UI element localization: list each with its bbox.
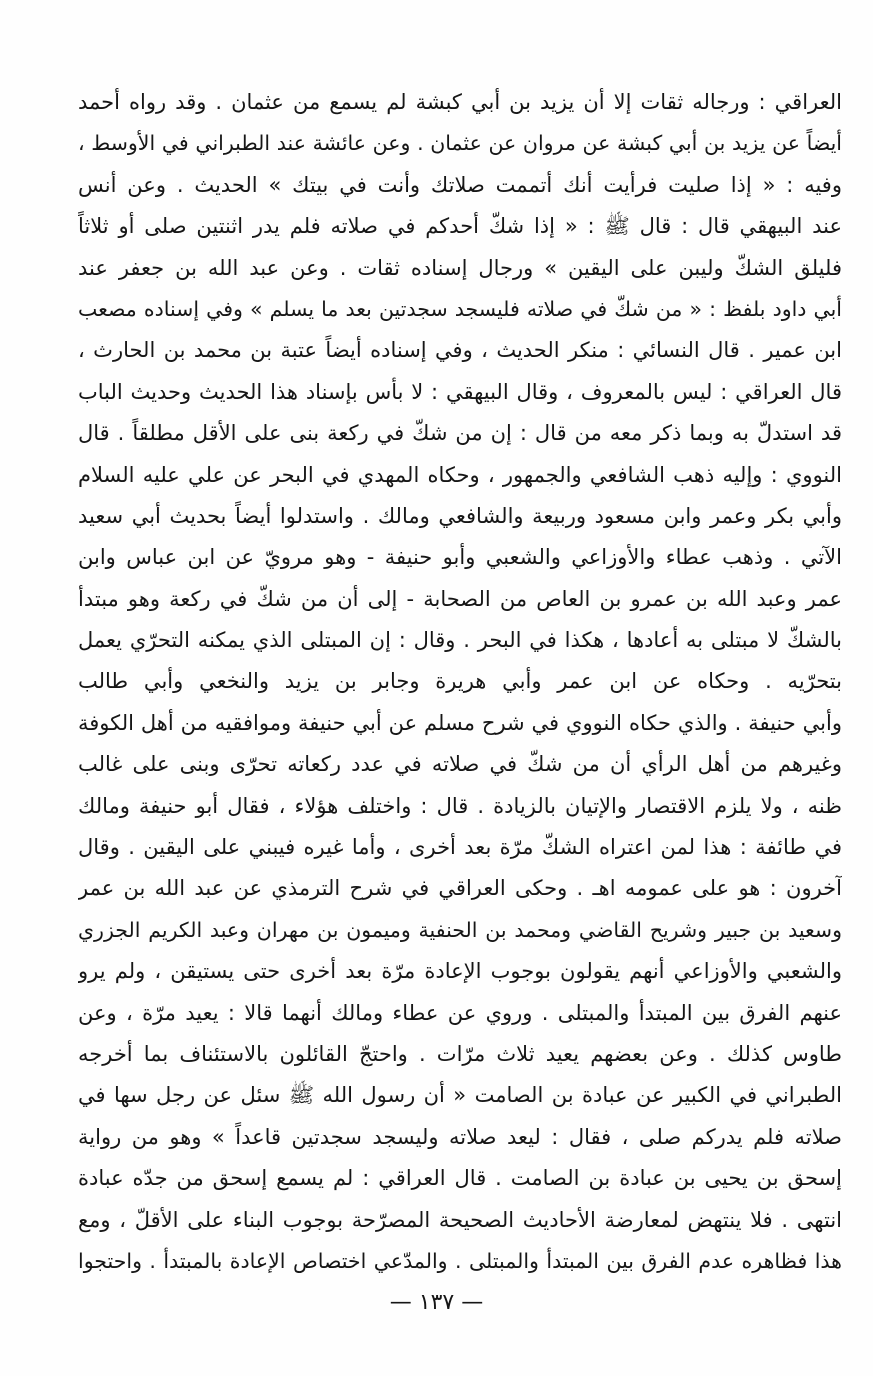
text-line: وأبي حنيفة . والذي حكاه النووي في شرح مسلم عن أبي حنيفة وموافقيه من أهل الكوفة bbox=[78, 710, 842, 735]
text-line: قال العراقي : ليس بالمعروف ، وقال البيهقي : لا بأس بإسناد هذا الحديث وحديث الباب bbox=[78, 379, 842, 404]
text-line: هذا فظاهره عدم الفرق بين المبتدأ والمبتلى . والمدّعي اختصاص الإعادة بالمبتدأ . واحتجوا bbox=[78, 1248, 842, 1273]
text-line: عند البيهقي قال : قال ﷺ : « إذا شكّ أحدكم في صلاته فلم يدر اثنتين صلى أو ثلاثاً bbox=[78, 214, 842, 239]
text-line: العراقي : ورجاله ثقات إلا أن يزيد بن أبي كبشة لم يسمع من عثمان . وقد رواه أحمد bbox=[78, 90, 842, 114]
text-line: عنهم الفرق بين المبتدأ والمبتلى . وروي عن عطاء ومالك أنهما قالا : يعيد مرّة ، وعن bbox=[78, 1000, 842, 1025]
text-line: بتحرّيه . وحكاه عن ابن عمر وأبي هريرة وجابر بن يزيد والنخعي وأبي طالب bbox=[78, 669, 842, 694]
text-line: ابن عمير . قال النسائي : منكر الحديث ، وفي إسناده أيضاً عتبة بن محمد بن الحارث ، bbox=[78, 338, 842, 363]
body-text bbox=[78, 82, 842, 1282]
text-line: آخرون : هو على عمومه اهـ . وحكى العراقي في شرح الترمذي عن عبد الله بن عمر bbox=[78, 876, 842, 901]
text-line: الآتي . وذهب عطاء والأوزاعي والشعبي وأبو حنيفة - وهو مرويّ عن ابن عباس وابن bbox=[78, 545, 842, 570]
text-line: صلاته فلم يدركم صلى ، فقال : ليعد صلاته وليسجد سجدتين قاعداً » وهو من رواية bbox=[78, 1124, 842, 1149]
text-line: وسعيد بن جبير وشريح القاضي ومحمد بن الحنفية وميمون بن مهران وعبد الكريم الجزري bbox=[78, 917, 842, 942]
text-line: فليلق الشكّ وليبن على اليقين » ورجال إسناده ثقات . وعن عبد الله بن جعفر عند bbox=[78, 255, 842, 280]
text-line: الطبراني في الكبير عن عبادة بن الصامت « أن رسول الله ﷺ سئل عن رجل سها في bbox=[78, 1083, 842, 1108]
text-line: بالشكّ لا مبتلى به أعادها ، هكذا في البحر . وقال : إن المبتلى الذي يمكنه التحرّي يعمل bbox=[78, 628, 842, 653]
text-line: انتهى . فلا ينتهض لمعارضة الأحاديث الصحيحة المصرّحة بوجوب البناء على الأقلّ ، ومع bbox=[78, 1207, 842, 1232]
page-number: — ١٣٧ — bbox=[389, 1290, 484, 1315]
text-line: أبي داود بلفظ : « من شكّ في صلاته فليسجد سجدتين بعد ما يسلم » وفي إسناده مصعب bbox=[78, 296, 842, 321]
text-line: وفيه : « إذا صليت فرأيت أنك أتممت صلاتك وأنت في بيتك » الحديث . وعن أنس bbox=[78, 172, 842, 197]
text-line: إسحق بن يحيى بن عبادة بن الصامت . قال العراقي : لم يسمع إسحق من جدّه عبادة bbox=[78, 1166, 842, 1191]
text-line: في طائفة : هذا لمن اعتراه الشكّ مرّة بعد أخرى ، وأما غيره فيبني على اليقين . وقال bbox=[78, 835, 842, 860]
text-line: عمر وعبد الله بن عمرو بن العاص من الصحابة - إلى أن من شكّ في ركعة وهو مبتدأ bbox=[78, 586, 842, 611]
text-line: أيضاً عن يزيد بن أبي كبشة عن مروان عن عثمان . وعن عائشة عند الطبراني في الأوسط ، bbox=[78, 131, 842, 156]
text-line: وغيرهم من أهل الرأي أن من شكّ في صلاته في عدد ركعاته تحرّى وبنى على غالب bbox=[78, 752, 842, 777]
text-line: والشعبي والأوزاعي أنهم يقولون بوجوب الإعادة مرّة بعد أخرى حتى يستيقن ، ولم يرو bbox=[78, 959, 842, 984]
text-line: ظنه ، ولا يلزم الاقتصار والإتيان بالزيادة . قال : واختلف هؤلاء ، فقال أبو حنيفة ومالك bbox=[78, 793, 842, 818]
text-line: قد استدلّ به وبما ذكر معه من قال : إن من شكّ في ركعة بنى على الأقل مطلقاً . قال bbox=[78, 421, 842, 446]
text-line: طاوس كذلك . وعن بعضهم يعيد ثلاث مرّات . واحتجّ القائلون بالاستئناف بما أخرجه bbox=[78, 1041, 842, 1066]
text-line: وأبي بكر وعمر وابن مسعود وربيعة والشافعي ومالك . واستدلوا أيضاً بحديث أبي سعيد bbox=[78, 503, 842, 528]
text-line: النووي : وإليه ذهب الشافعي والجمهور ، وحكاه المهدي في البحر عن علي عليه السلام bbox=[78, 462, 842, 487]
